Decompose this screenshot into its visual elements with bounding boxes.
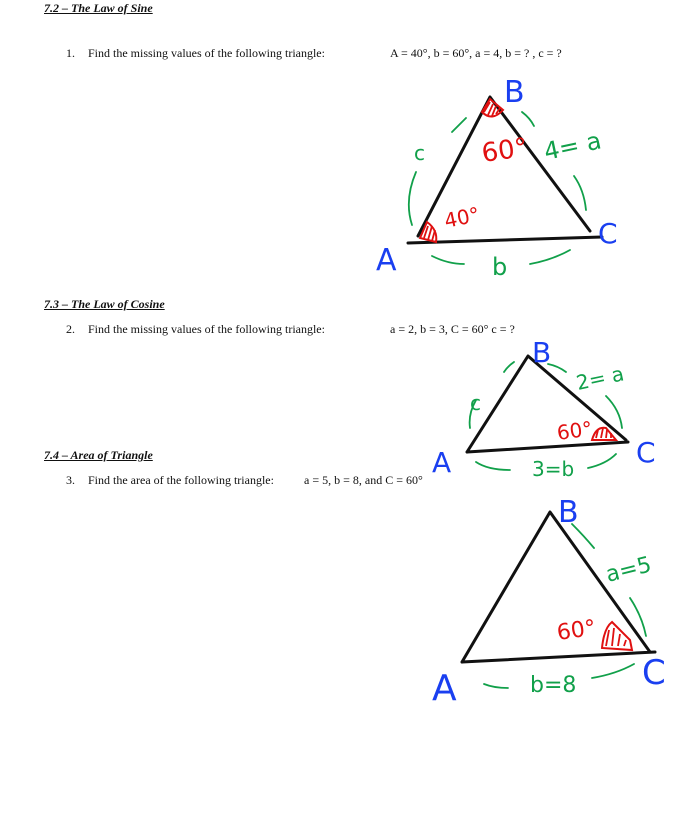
side-label-b: b=8 bbox=[530, 673, 577, 698]
problem-number: 1. bbox=[66, 46, 75, 60]
vertex-label-c: C bbox=[642, 653, 666, 693]
vertex-label-b: B bbox=[532, 336, 552, 369]
problem-given-values: A = 40°, b = 60°, a = 4, b = ? , c = ? bbox=[390, 46, 562, 60]
side-label-a: a=5 bbox=[603, 552, 655, 588]
problem-given-values: a = 2, b = 3, C = 60° c = ? bbox=[390, 322, 515, 336]
problem-given-values: a = 5, b = 8, and C = 60° bbox=[304, 473, 423, 487]
angle-label-a: 40° bbox=[442, 202, 482, 233]
vertex-label-c: C bbox=[598, 217, 618, 250]
problem-prompt: Find the area of the following triangle: bbox=[88, 473, 274, 487]
side-label-b: 3=b bbox=[532, 457, 575, 481]
problem-number: 3. bbox=[66, 473, 75, 487]
side-label-a: 4= a bbox=[541, 126, 604, 166]
vertex-label-a: A bbox=[432, 668, 457, 709]
section-heading-law-of-sine: 7.2 – The Law of Sine bbox=[44, 1, 153, 15]
angle-hatch-c bbox=[606, 628, 626, 646]
angle-label-c: 60° bbox=[555, 416, 594, 445]
angle-label-b: 60° bbox=[479, 132, 530, 169]
vertex-label-a: A bbox=[432, 446, 452, 479]
section-heading-law-of-cosine: 7.3 – The Law of Cosine bbox=[44, 297, 165, 311]
problem-prompt: Find the missing values of the following triangle: bbox=[88, 46, 325, 60]
vertex-label-c: C bbox=[636, 436, 656, 469]
vertex-label-b: B bbox=[504, 75, 525, 110]
problem-prompt: Find the missing values of the following triangle: bbox=[88, 322, 325, 336]
side-label-a: 2= a bbox=[574, 361, 627, 395]
section-heading-area-of-triangle: 7.4 – Area of Triangle bbox=[44, 448, 153, 462]
vertex-label-a: A bbox=[376, 243, 397, 278]
angle-label-c: 60° bbox=[555, 615, 598, 646]
vertex-label-b: B bbox=[558, 495, 579, 530]
side-label-c: c bbox=[470, 391, 481, 415]
side-label-c: c bbox=[414, 141, 425, 165]
side-label-b: b bbox=[492, 253, 508, 281]
problem-number: 2. bbox=[66, 322, 75, 336]
